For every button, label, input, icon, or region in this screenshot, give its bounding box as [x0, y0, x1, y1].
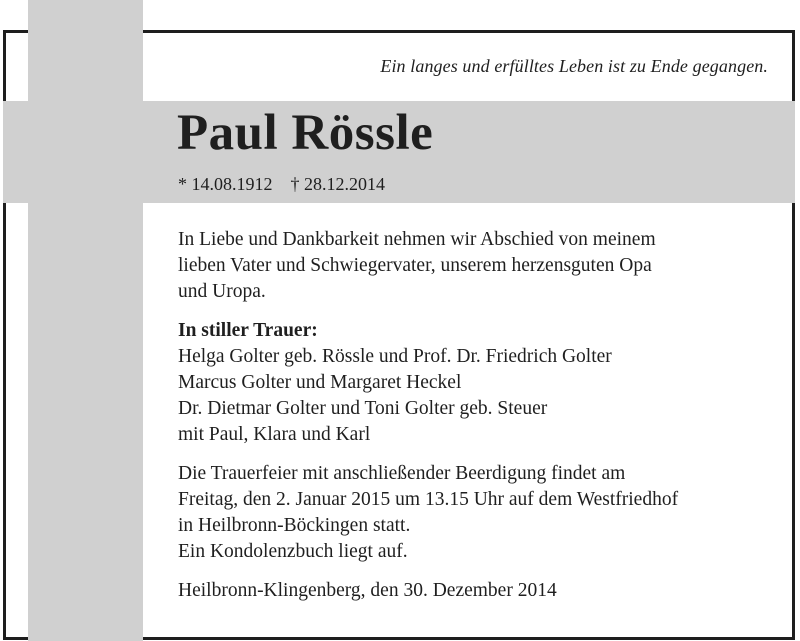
obituary-text — [178, 227, 778, 604]
funeral-line: Freitag, den 2. Januar 2015 um 13.15 Uhr auf dem Westfriedhof — [178, 489, 679, 510]
mourner-line: Helga Golter geb. Rössle und Prof. Dr. Friedrich Golter — [178, 346, 612, 367]
mourner-line: Marcus Golter und Margaret Heckel — [178, 372, 462, 393]
mourners-heading: In stiller Trauer: — [178, 320, 318, 341]
farewell-line: lieben Vater und Schwiegervater, unserem herzensguten Opa — [178, 255, 652, 276]
mourner-line: Dr. Dietmar Golter und Toni Golter geb. Steuer — [178, 398, 548, 419]
deceased-name: Paul Rössle — [177, 105, 434, 161]
birth-date: * 14.08.1912 — [178, 174, 273, 194]
funeral-line: Ein Kondolenzbuch liegt auf. — [178, 541, 408, 562]
death-date: † 28.12.2014 — [290, 174, 385, 194]
mourners-block — [178, 318, 778, 448]
motto: Ein langes und erfülltes Leben ist zu Ende gegangen. — [380, 56, 768, 76]
closing-place-date: Heilbronn-Klingenberg, den 30. Dezember 2014 — [178, 580, 557, 601]
farewell-line: und Uropa. — [178, 281, 266, 302]
life-dates — [178, 174, 385, 195]
funeral-block — [178, 461, 778, 565]
cross-vertical-bar — [28, 0, 143, 641]
farewell-block — [178, 227, 778, 305]
funeral-line: Die Trauerfeier mit anschließender Beerdigung findet am — [178, 463, 626, 484]
farewell-line: In Liebe und Dankbarkeit nehmen wir Abschied von meinem — [178, 229, 656, 250]
mourner-line: mit Paul, Klara und Karl — [178, 424, 371, 445]
funeral-line: in Heilbronn-Böckingen statt. — [178, 515, 411, 536]
